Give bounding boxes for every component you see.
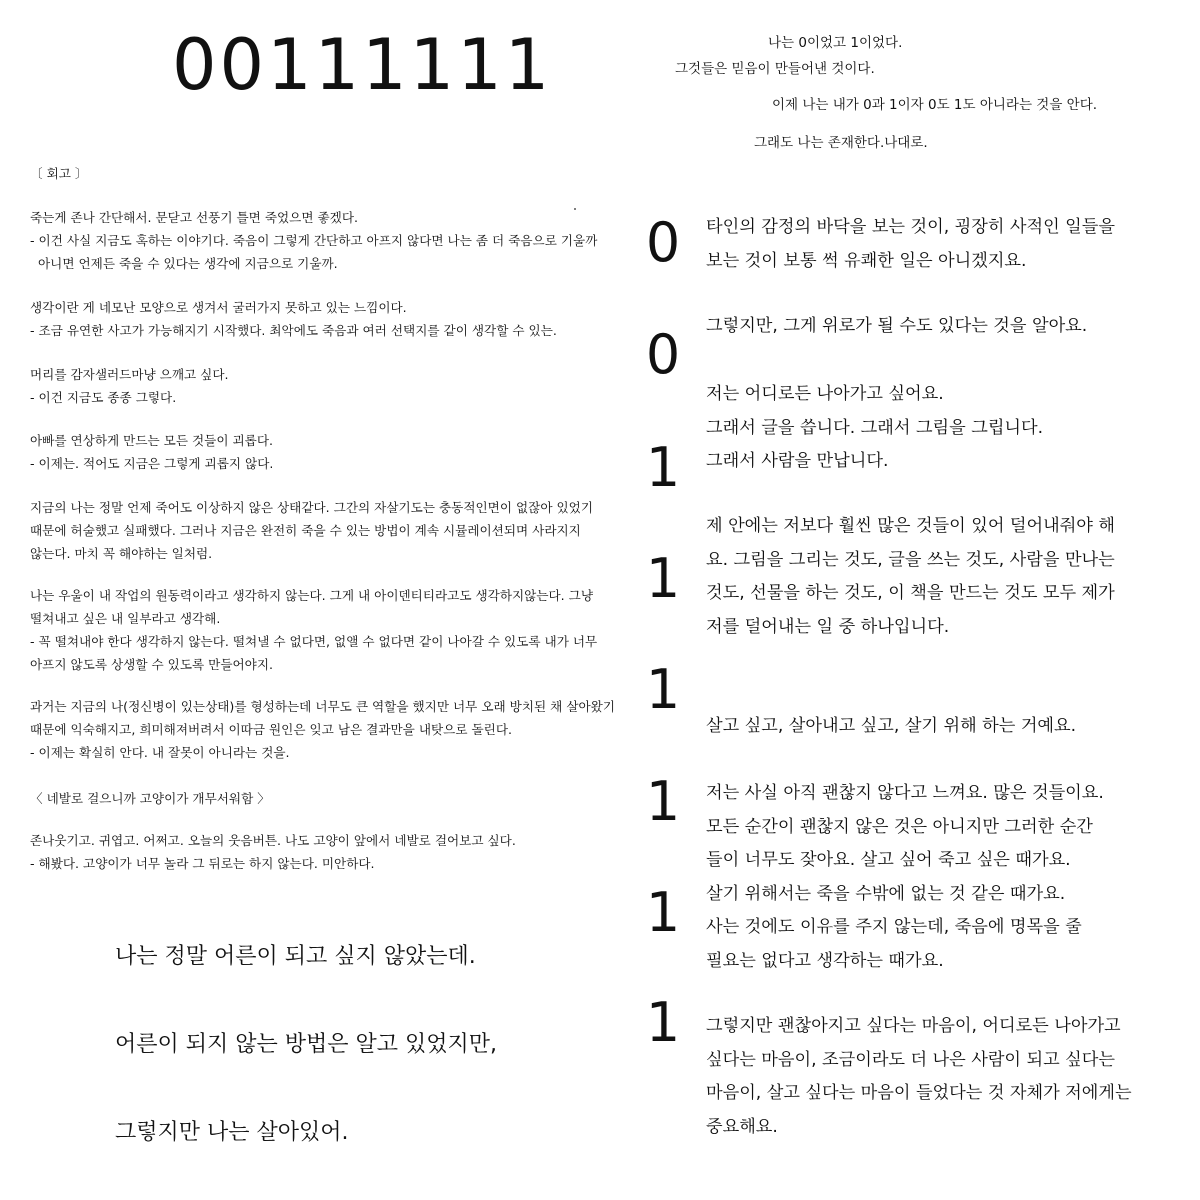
closing-line-2: 어른이 되지 않는 방법은 알고 있었지만, [115,1032,497,1057]
text-line: 중요해요. [706,1116,778,1137]
text-line: 모든 순간이 괜찮지 않은 것은 아니지만 그러한 순간 [706,816,1093,837]
text-line: 아프지 않도록 상생할 수 있도록 만들어야지. [30,657,273,672]
text-line: 보는 것이 보통 썩 유쾌한 일은 아니겠지요. [706,250,1027,271]
poem-line-3: 이제 나는 내가 0과 1이자 0도 1도 아니라는 것을 안다. [772,97,1098,113]
text-line: 저는 어디로든 나아가고 싶어요. [706,384,944,404]
closing-line-1: 나는 정말 어른이 되고 싶지 않았는데. [115,944,476,969]
digit-8: 1 [645,991,681,1054]
text-line: 죽는게 존나 간단해서. 문닫고 선풍기 틀면 죽었으면 좋겠다. [30,210,359,225]
digit-7: 1 [645,881,681,944]
right-block-5 [706,710,1076,744]
digit-4: 1 [645,547,681,610]
text-line: 과거는 지금의 나(정신병이 있는상태)를 형성하는데 너무도 큰 역할을 했지만 너무 오래 방치된 채 살아왔기 [30,699,615,714]
text-line: 살고 싶고, 살아내고 싶고, 살기 위해 하는 거예요. [706,716,1077,736]
heading-text: 〔 회고 〕 [30,166,88,181]
text-line: 저는 사실 아직 괜찮지 않다고 느껴요. 많은 것들이요. [706,783,1104,803]
digit-1: 0 [645,211,681,274]
text-line: - 이제는 확실히 안다. 내 잘못이 아니라는 것을. [30,745,290,760]
left-block-4 [30,429,273,475]
text-line: 저를 덜어내는 일 중 하나입니다. [706,616,950,637]
digit-6: 1 [645,770,681,833]
text-line: 그렇지만, 그게 위로가 될 수도 있다는 것을 알아요. [706,316,1088,336]
text-line: 살기 위해서는 죽을 수밖에 없는 것 같은 때가요. [706,883,1066,904]
text-line: - 꼭 떨쳐내야 한다 생각하지 않는다. 떨쳐낼 수 없다면, 없앨 수 없다면 같이 나아갈 수 있도록 내가 너무 [30,634,598,649]
text-line: - 조금 유연한 사고가 가능해지기 시작했다. 최악에도 죽음과 여러 선택지를 같이 생각할 수 있는. [30,323,557,338]
text-line: 것도, 선물을 하는 것도, 이 책을 만드는 것도 모두 제가 [706,583,1115,603]
poem-line-2: 그것들은 믿음이 만들어낸 것이다. [675,61,875,77]
text-line: 생각이란 게 네모난 모양으로 생겨서 굴러가지 못하고 있는 느낌이다. [30,300,407,315]
text-line: 때문에 허술했고 실패했다. 그러나 지금은 완전히 죽을 수 있는 방법이 계속 시뮬레이션되며 사라지지 [30,523,581,538]
text-line: 존나웃기고. 귀엽고. 어쩌고. 오늘의 웃음버튼. 나도 고양이 앞에서 네발로 걸어보고 싶다. [30,833,516,848]
text-line: 그래서 글을 씁니다. 그래서 그림을 그립니다. [706,417,1044,438]
left-block-8 [30,829,516,875]
left-block-1 [30,206,597,275]
right-block-4 [706,510,1115,644]
left-block-7 [30,695,615,764]
text-line: - 이건 지금도 종종 그렇다. [30,390,177,405]
text-line: 마음이, 살고 싶다는 마음이 들었다는 것 자체가 저에게는 [706,1083,1132,1103]
text-line: 싶다는 마음이, 조금이라도 더 나은 사람이 되고 싶다는 [706,1049,1115,1070]
text-line: 사는 것에도 이유를 주지 않는데, 죽음에 명목을 줄 [706,917,1082,937]
text-line: 그렇지만 괜찮아지고 싶다는 마음이, 어디로든 나아가고 [706,1016,1121,1036]
text-line: 지금의 나는 정말 언제 죽어도 이상하지 않은 상태같다. 그간의 자살기도는 충동적인면이 없잖아 있었기 [30,500,593,515]
digit-2: 0 [645,323,681,386]
right-block-2 [706,310,1087,344]
left-subheading [30,787,270,810]
page-title: 00111111 [172,24,553,106]
text-line: - 이건 사실 지금도 혹하는 이야기다. 죽음이 그렇게 간단하고 아프지 않다면 나는 좀 더 죽음으로 기울까 [30,233,598,248]
text-line: 그래서 사람을 만납니다. [706,451,889,471]
text-line: 아빠를 연상하게 만드는 모든 것들이 괴롭다. [30,433,273,448]
text-line: 아니면 언제든 죽을 수 있다는 생각에 지금으로 기울까. [38,256,338,271]
poem-line-1: 나는 0이었고 1이었다. [768,35,903,51]
text-line: 때문에 익숙해지고, 희미해져버려서 이따금 원인은 잊고 남은 결과만을 내탓으로 돌린다. [30,722,512,737]
text-line: 않는다. 마치 꼭 해야하는 일처럼. [30,546,213,561]
left-block-6 [30,584,597,676]
right-block-7 [706,1010,1132,1144]
left-block-5 [30,496,593,565]
text-line: 필요는 없다고 생각하는 때가요. [706,950,944,971]
recollection-heading [30,162,88,185]
text-line: 머리를 감자샐러드마냥 으깨고 싶다. [30,367,229,382]
right-block-1 [706,211,1115,278]
text-line: 나는 우울이 내 작업의 원동력이라고 생각하지 않는다. 그게 내 아이덴티티라고도 생각하지않는다. 그냥 [30,588,593,603]
digit-5: 1 [645,658,681,721]
text-line: 떨쳐내고 싶은 내 일부라고 생각해. [30,611,221,626]
closing-line-3: 그렇지만 나는 살아있어. [115,1120,349,1145]
text-line: 들이 너무도 잦아요. 살고 싶어 죽고 싶은 때가요. [706,850,1071,870]
text-line: - 이제는. 적어도 지금은 그렇게 괴롭지 않다. [30,456,274,471]
poem-line-4: 그래도 나는 존재한다.나대로. [754,135,928,151]
right-block-3 [706,378,1043,479]
text-line: 〈 네발로 걸으니까 고양이가 개무서워함 〉 [30,791,270,806]
text-line: - 해봤다. 고양이가 너무 놀라 그 뒤로는 하지 않는다. 미안하다. [30,856,375,871]
text-line: 제 안에는 저보다 훨씬 많은 것들이 있어 덜어내줘야 해 [706,516,1115,536]
right-block-6 [706,777,1104,978]
text-line: 타인의 감정의 바닥을 보는 것이, 굉장히 사적인 일들을 [706,217,1115,237]
left-block-2 [30,296,557,342]
text-line: 요. 그림을 그리는 것도, 글을 쓰는 것도, 사람을 만나는 [706,549,1115,570]
digit-3: 1 [645,436,681,499]
left-block-3 [30,363,229,409]
